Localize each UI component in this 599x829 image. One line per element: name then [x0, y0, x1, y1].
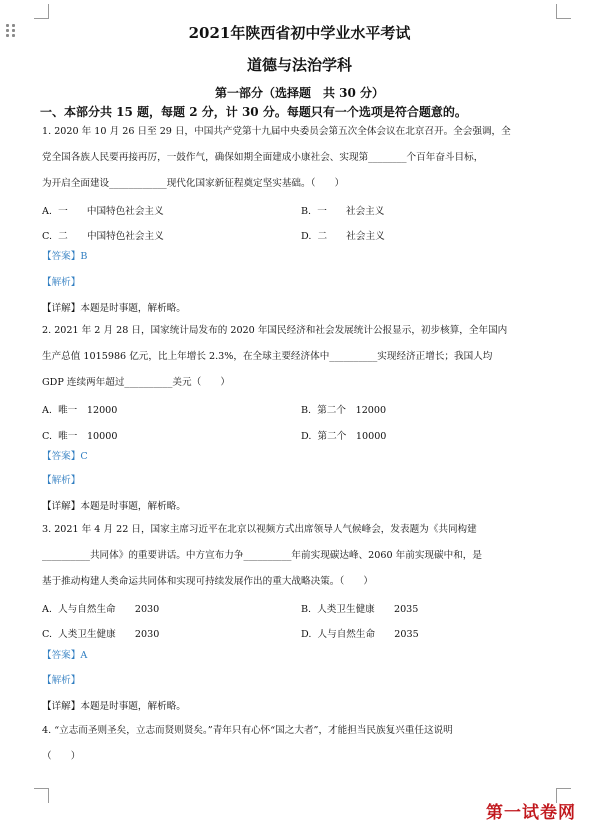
option-text: 二 中国特色社会主义	[58, 231, 164, 242]
question-1-option-d	[301, 228, 385, 242]
section-instructions: 一、本部分共 15 题，每题 2 分，计 30 分。每题只有一个选项是符合题意的。	[40, 105, 467, 119]
option-letter: A.	[42, 206, 52, 217]
answer-tag[interactable]: 【答案】	[42, 650, 81, 661]
question-2-detail: 【详解】本题是时事题，解析略。	[42, 501, 186, 512]
page-corner-mark	[556, 4, 571, 19]
option-text: 人类卫生健康 2035	[317, 604, 419, 615]
question-1-line-1: 1. 2020 年 10 月 26 日至 29 日，中国共产党第十九届中央委员会第五次全体会议在北京召开。全会强调，全	[42, 126, 511, 137]
question-3-answer	[42, 649, 87, 663]
question-2-option-d	[301, 428, 386, 442]
site-logo: 第一试卷网	[486, 803, 576, 823]
question-1-option-c	[42, 228, 164, 242]
option-letter: B.	[301, 405, 312, 416]
page-corner-mark	[34, 788, 49, 803]
question-1-analysis-tag[interactable]: 【解析】	[42, 277, 81, 288]
question-2-option-a	[42, 402, 117, 416]
question-2-line-2: 生产总值 1015986 亿元，比上年增长 2.3%，在全球主要经济体中__________实现经济正增长；我国人均	[42, 351, 493, 362]
subject-title: 道德与法治学科	[246, 56, 352, 74]
question-1-line-3: 为开启全面建设____________现代化国家新征程奠定坚实基础。（ ）	[42, 178, 345, 189]
question-3-line-3: 基于推动构建人类命运共同体和实现可持续发展作出的重大战略决策。（ ）	[42, 576, 373, 587]
question-3-option-d	[301, 626, 419, 640]
option-letter: C.	[42, 629, 53, 640]
question-2-line-3: GDP 连续两年超过__________美元（ ）	[42, 377, 230, 388]
answer-tag[interactable]: 【答案】	[42, 451, 81, 462]
answer-value: B	[80, 251, 88, 262]
question-4-line-1: 4. “立志而圣则圣矣，立志而贤则贤矣。”青年只有心怀“国之大者”，才能担当民族复兴重任这说明	[42, 725, 453, 736]
question-2-answer	[42, 450, 88, 464]
exam-title: 2021年陕西省初中学业水平考试	[188, 24, 411, 42]
question-3-analysis-tag[interactable]: 【解析】	[42, 675, 81, 686]
option-text: 人与自然生命 2035	[317, 629, 419, 640]
option-letter: C.	[42, 231, 53, 242]
option-text: 第二个 12000	[317, 405, 387, 416]
question-3-option-a	[42, 601, 159, 615]
option-text: 唯一 10000	[58, 431, 118, 442]
question-1-line-2: 党全国各族人民要再接再厉，一鼓作气，确保如期全面建成小康社会、实现第________个百年奋斗目标，	[42, 152, 484, 163]
option-text: 第二个 10000	[317, 431, 387, 442]
option-letter: C.	[42, 431, 53, 442]
option-text: 二 社会主义	[317, 231, 385, 242]
question-1-answer	[42, 250, 87, 264]
option-letter: A.	[42, 604, 52, 615]
option-letter: D.	[301, 629, 312, 640]
question-1-option-a	[42, 203, 164, 217]
question-1-detail: 【详解】本题是时事题，解析略。	[42, 303, 186, 314]
page-corner-mark	[34, 4, 49, 19]
option-letter: D.	[301, 431, 312, 442]
answer-value: A	[80, 650, 88, 661]
option-text: 一 社会主义	[317, 206, 385, 217]
question-3-detail: 【详解】本题是时事题，解析略。	[42, 701, 186, 712]
question-2-option-b	[301, 402, 386, 416]
question-2-line-1: 2. 2021 年 2 月 28 日，国家统计局发布的 2020 年国民经济和社会发展统计公报显示，初步核算，全年国内	[42, 325, 508, 336]
question-3-line-1: 3. 2021 年 4 月 22 日，国家主席习近平在北京以视频方式出席领导人气候峰会，发表题为《共同构建	[42, 524, 477, 535]
question-3-option-b	[301, 601, 418, 615]
answer-value: C	[80, 451, 88, 462]
question-2-option-c	[42, 428, 117, 442]
option-text: 一 中国特色社会主义	[58, 206, 164, 217]
part-heading: 第一部分（选择题 共 30 分）	[214, 86, 385, 100]
option-letter: B.	[301, 206, 312, 217]
question-3-line-2: __________共同体》的重要讲话。中方宣布力争__________年前实现碳达峰、2060 年前实现碳中和，是	[42, 550, 482, 561]
option-text: 唯一 12000	[58, 405, 118, 416]
answer-tag[interactable]: 【答案】	[42, 251, 81, 262]
option-text: 人类卫生健康 2030	[58, 629, 160, 640]
question-1-option-b	[301, 203, 384, 217]
option-letter: D.	[301, 231, 312, 242]
question-2-analysis-tag[interactable]: 【解析】	[42, 475, 81, 486]
option-letter: B.	[301, 604, 312, 615]
question-3-option-c	[42, 626, 159, 640]
option-text: 人与自然生命 2030	[58, 604, 160, 615]
option-letter: A.	[42, 405, 52, 416]
question-4-line-2: （ ）	[42, 751, 81, 762]
